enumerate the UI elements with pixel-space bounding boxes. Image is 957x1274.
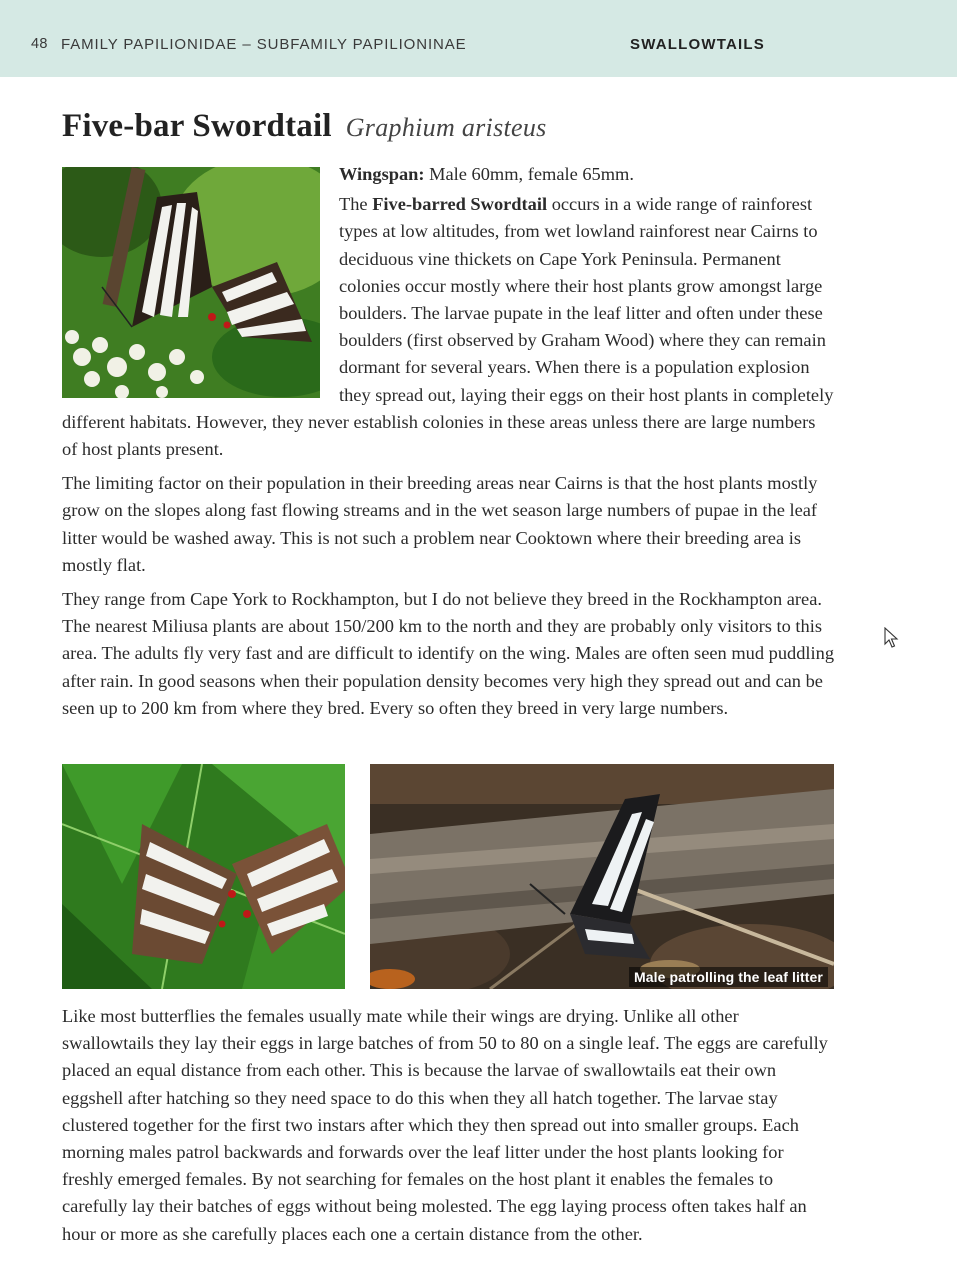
intro-lead: The <box>339 194 368 215</box>
species-title <box>62 108 547 145</box>
common-name: Five-bar Swordtail <box>62 108 332 144</box>
photo-caption: Male patrolling the leaf litter <box>629 967 828 987</box>
section-heading: SWALLOWTAILS <box>630 36 765 53</box>
wingspan-label: Wingspan: <box>339 164 425 184</box>
intro-bold-name: Five-barred Swordtail <box>372 194 548 215</box>
intro-text <box>62 161 834 729</box>
scientific-name: Graphium aristeus <box>345 113 547 142</box>
page-number: 48 <box>31 36 48 52</box>
photo-wrap-spacer <box>62 161 339 401</box>
paragraph-mating: Like most butterflies the females usually mate while their wings are drying. Unlike all other swallowtails they lay their eggs in large batches of from 50 to 80 on a single leaf. The eggs are carefully placed an equal distance from each other. This is because the larvae of swallowtails eat their own eggshell after hatching so they need space to do this when they all hatch together. The larvae stay clustered together for the first two instars after which they then spread out into smaller groups. Each morning males patrol backwards and forwards over the leaf litter under the host plants looking for freshly emerged females. By not searching for females on the host plant it enables the females to carefully lay their batches of eggs without being molested. The egg laying process often takes half an hour or more as she carefully places each one a certain distance from the other. <box>62 1006 828 1244</box>
paragraph-limiting-factor: The limiting factor on their population in their breeding areas near Cairns is that the host plants mostly grow on the slopes along fast flowing streams and in the wet season large numbers of pupae in the leaf litter would be washed away. This is not such a problem near Cooktown where their breeding area is mostly flat. <box>62 473 818 575</box>
mating-text <box>62 1003 834 1255</box>
mouse-pointer-icon <box>884 627 900 649</box>
photo-leaf-litter <box>370 764 834 989</box>
photo-mating-pair <box>62 764 345 989</box>
wingspan-value: Male 60mm, female 65mm. <box>429 164 634 184</box>
paragraph-range: They range from Cape York to Rockhampton, but I do not believe they breed in the Rockhampton area. The nearest Miliusa plants are about 150/200 km to the north and they are probably only visitors to this area. The adults fly very fast and are difficult to identify on the wing. Males are often seen mud puddling after rain. In good seasons when their population density becomes very high they spread out and can be seen up to 200 km from where they bred. Every so often they breed in very large numbers. <box>62 589 835 718</box>
running-head: FAMILY PAPILIONIDAE – SUBFAMILY PAPILIONINAE <box>61 36 467 53</box>
intro-rest: occurs in a wide range of rainforest types at low altitudes, from wet lowland rainforest near Cairns to deciduous vine thickets on Cape York Peninsula. Permanent colonies occur mostly where their host plants grow amongst large boulders. The larvae pupate in the leaf litter and often under these boulders (first observed by Graham Wood) where they can remain dormant for several years. When there is a population explosion they spread out, laying their eggs on their host plants in completely different habitats. However, they never establish colonies in these areas unless there are large numbers of host plants present. <box>62 194 834 460</box>
